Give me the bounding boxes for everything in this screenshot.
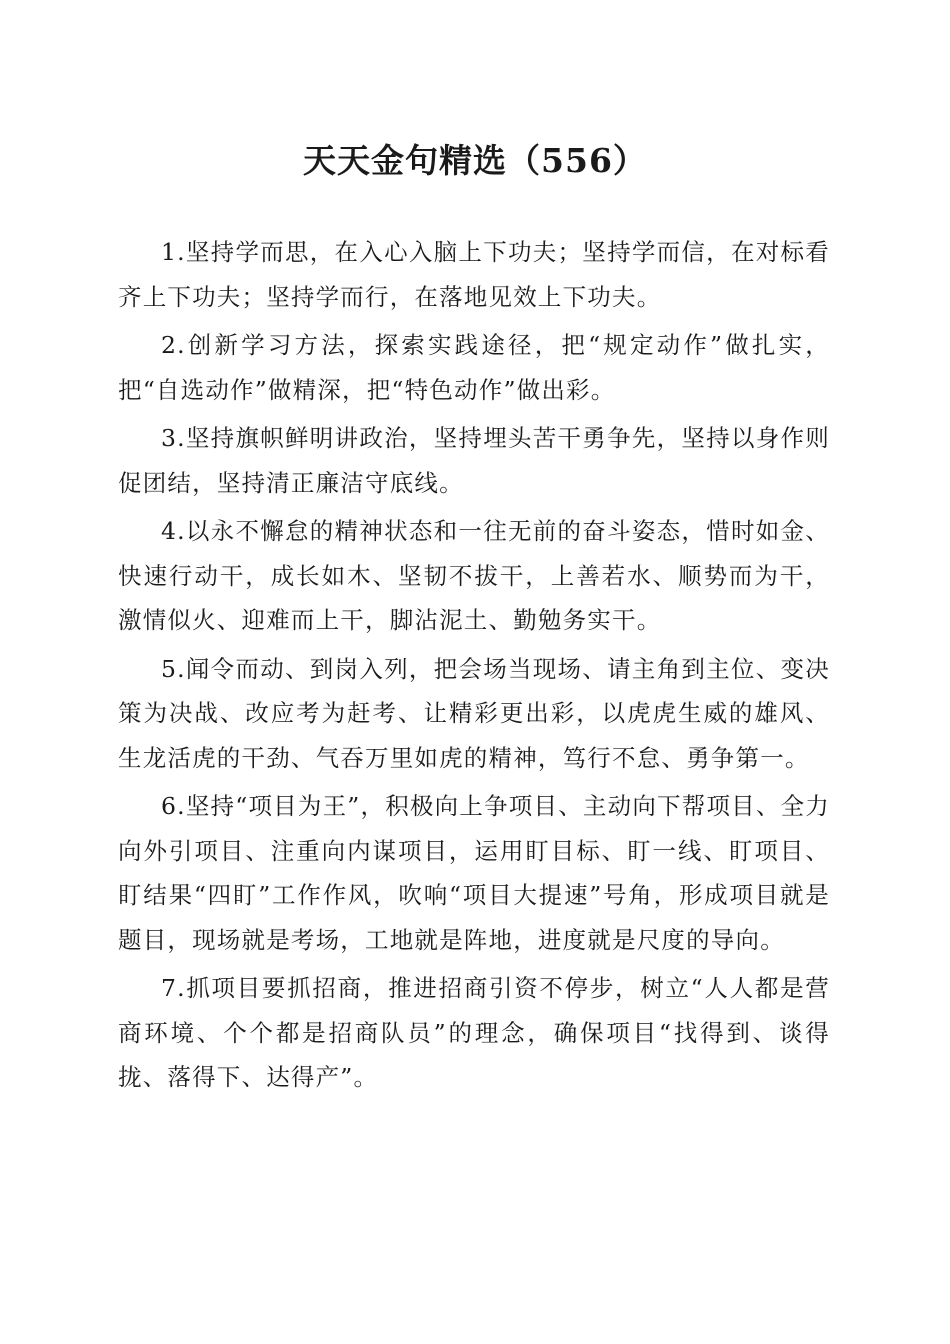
quote-item-4: 4.以永不懈怠的精神状态和一往无前的奋斗姿态，惜时如金、快速行动干，成长如木、坚韧不拔干，上善若水、顺势而为干，激情似火、迎难而上干，脚沾泥土、勤勉务实干。 [118,517,830,634]
quote-item-2: 2.创新学习方法，探索实践途径，把“规定动作”做扎实，把“自选动作”做精深，把“特色动作”做出彩。 [118,331,830,404]
quote-item-3: 3.坚持旗帜鲜明讲政治，坚持埋头苦干勇争先，坚持以身作则促团结，坚持清正廉洁守底线。 [118,424,830,497]
quote-item-7: 7.抓项目要抓招商，推进招商引资不停步，树立“人人都是营商环境、个个都是招商队员”的理念，确保项目“找得到、谈得拢、落得下、达得产”。 [118,974,830,1091]
quote-item-6: 6.坚持“项目为王”，积极向上争项目、主动向下帮项目、全力向外引项目、注重向内谋项目，运用盯目标、盯一线、盯项目、盯结果“四盯”工作作风，吹响“项目大提速”号角，形成项目就是题目，现场就是考场，工地就是阵地，进度就是尺度的导向。 [118,792,830,954]
quote-item-1: 1.坚持学而思，在入心入脑上下功夫；坚持学而信，在对标看齐上下功夫；坚持学而行，在落地见效上下功夫。 [118,238,830,311]
page-title: 天天金句精选（556） [303,141,647,180]
quote-list [118,230,830,1104]
quote-item-5: 5.闻令而动、到岗入列，把会场当现场、请主角到主位、变决策为决战、改应考为赶考、让精彩更出彩，以虎虎生威的雄风、生龙活虎的干劲、气吞万里如虎的精神，笃行不怠、勇争第一。 [118,654,830,772]
